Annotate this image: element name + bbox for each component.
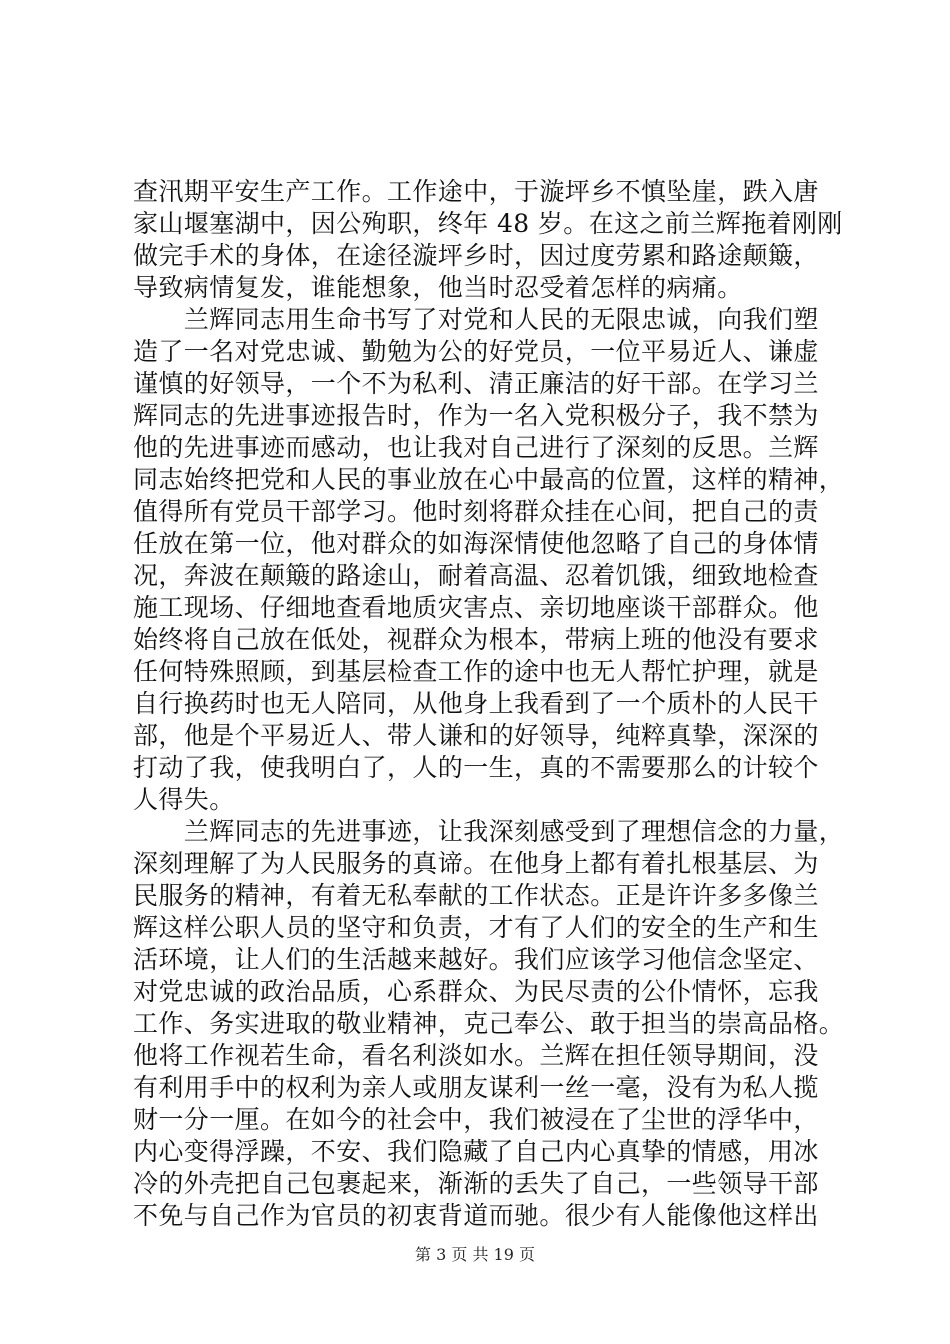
paragraph-start-line: 兰辉同志用生命书写了对党和人民的无限忠诚，向我们塑 <box>133 305 819 334</box>
body-text-line: 财一分一厘。在如今的社会中，我们被浸在了尘世的浮华中， <box>133 1105 819 1134</box>
body-text-line: 他的先进事迹而感动，也让我对自己进行了深刻的反思。兰辉 <box>133 433 819 462</box>
body-text-line: 同志始终把党和人民的事业放在心中最高的位置，这样的精神， <box>133 465 845 494</box>
body-text-line: 查汛期平安生产工作。工作途中，于漩坪乡不慎坠崖，跌入唐 <box>133 177 819 206</box>
body-text-line: 他将工作视若生命，看名利淡如水。兰辉在担任领导期间，没 <box>133 1041 819 1070</box>
paragraph-start-line: 兰辉同志的先进事迹，让我深刻感受到了理想信念的力量， <box>133 817 845 846</box>
body-text-line: 内心变得浮躁，不安、我们隐藏了自己内心真挚的情感，用冰 <box>133 1137 819 1166</box>
body-text-line: 不免与自己作为官员的初衷背道而驰。很少有人能像他这样出 <box>133 1201 819 1230</box>
body-text-line: 做完手术的身体，在途径漩坪乡时，因过度劳累和路途颠簸， <box>133 241 819 270</box>
body-text-line: 有利用手中的权利为亲人或朋友谋利一丝一毫，没有为私人揽 <box>133 1073 819 1102</box>
body-text-line: 冷的外壳把自己包裹起来，渐渐的丢失了自己，一些领导干部 <box>133 1169 819 1198</box>
body-text-line: 深刻理解了为人民服务的真谛。在他身上都有着扎根基层、为 <box>133 849 819 878</box>
body-text-line: 造了一名对党忠诚、勤勉为公的好党员，一位平易近人、谦虚 <box>133 337 819 366</box>
body-text-line: 导致病情复发，谁能想象，他当时忍受着怎样的病痛。 <box>133 273 743 302</box>
body-text-line: 工作、务实进取的敬业精神，克己奉公、敢于担当的崇高品格。 <box>133 1009 845 1038</box>
body-text-line: 辉这样公职人员的坚守和负责，才有了人们的安全的生产和生 <box>133 913 819 942</box>
body-text-line: 家山堰塞湖中，因公殉职，终年 48 岁。在这之前兰辉拖着刚刚 <box>133 209 843 238</box>
body-text-line: 打动了我，使我明白了，人的一生，真的不需要那么的计较个 <box>133 753 819 782</box>
body-text-line: 自行换药时也无人陪同，从他身上我看到了一个质朴的人民干 <box>133 689 819 718</box>
page-number-footer: 第 3 页 共 19 页 <box>415 1245 535 1264</box>
body-text-line: 辉同志的先进事迹报告时，作为一名入党积极分子，我不禁为 <box>133 401 819 430</box>
body-text-line: 任何特殊照顾，到基层检查工作的途中也无人帮忙护理，就是 <box>133 657 819 686</box>
body-text-line: 对党忠诚的政治品质，心系群众、为民尽责的公仆情怀，忘我 <box>133 977 819 1006</box>
body-text-line: 人得失。 <box>133 785 235 814</box>
body-text-line: 活环境，让人们的生活越来越好。我们应该学习他信念坚定、 <box>133 945 819 974</box>
body-text-line: 况，奔波在颠簸的路途山，耐着高温、忍着饥饿，细致地检查 <box>133 561 819 590</box>
body-text-line: 任放在第一位，他对群众的如海深情使他忽略了自己的身体情 <box>133 529 819 558</box>
body-text-line: 部，他是个平易近人、带人谦和的好领导，纯粹真挚，深深的 <box>133 721 819 750</box>
body-text-line: 民服务的精神，有着无私奉献的工作状态。正是许许多多像兰 <box>133 881 819 910</box>
body-text-line: 值得所有党员干部学习。他时刻将群众挂在心间，把自己的责 <box>133 497 819 526</box>
body-text-line: 始终将自己放在低处，视群众为根本，带病上班的他没有要求 <box>133 625 819 654</box>
body-text-line: 施工现场、仔细地查看地质灾害点、亲切地座谈干部群众。他 <box>133 593 819 622</box>
body-text-line: 谨慎的好领导，一个不为私利、清正廉洁的好干部。在学习兰 <box>133 369 819 398</box>
